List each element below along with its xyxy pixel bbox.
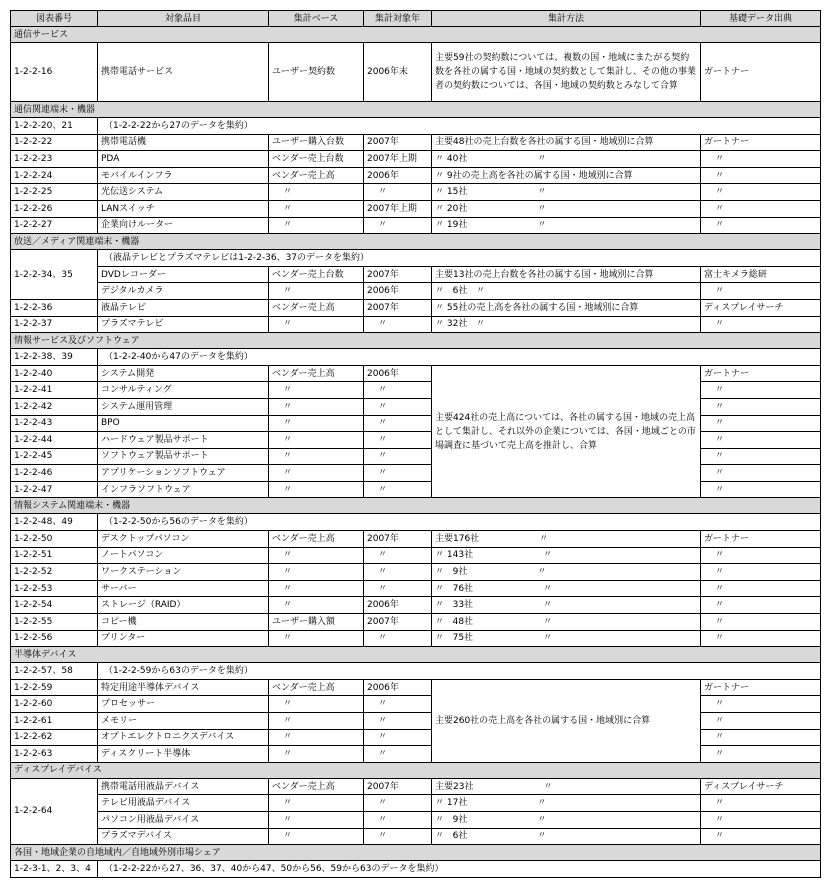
figure-number: 1-2-3-1、2、3、4 <box>11 861 98 878</box>
year-cell: 〃 <box>364 432 432 449</box>
figure-number: 1-2-2-16 <box>11 43 98 102</box>
item-cell: パソコン用液晶デバイス <box>98 811 269 828</box>
table-row <box>11 663 821 680</box>
year-cell: 2007年 <box>364 614 432 631</box>
table-row <box>11 151 821 168</box>
item-cell: 携帯電話機 <box>98 134 269 151</box>
figure-number: 1-2-2-22 <box>11 134 98 151</box>
year-cell: 2007年 <box>364 266 432 283</box>
year-cell: 2006年 <box>364 167 432 184</box>
year-cell: 2007年 <box>364 778 432 795</box>
item-cell: 企業向けルーター <box>98 217 269 234</box>
table-row <box>11 597 821 614</box>
source-cell: ディスプレイサーチ <box>701 778 821 795</box>
source-cell: ガートナー <box>701 134 821 151</box>
table-row <box>11 795 821 812</box>
source-cell: 〃 <box>701 151 821 168</box>
table-row <box>11 514 821 531</box>
survey-method-table <box>10 10 821 878</box>
item-cell: ハードウェア製品サポート <box>98 432 269 449</box>
table-row <box>11 167 821 184</box>
item-cell: システム開発 <box>98 365 269 382</box>
method-cell: 〃 17社 〃 <box>432 795 701 812</box>
base-cell: 〃 <box>269 398 364 415</box>
figure-number: 1-2-2-41 <box>11 382 98 399</box>
item-cell: プラズマデバイス <box>98 828 269 845</box>
item-cell: PDA <box>98 151 269 168</box>
year-cell: 〃 <box>364 547 432 564</box>
section-row <box>11 102 821 118</box>
base-cell: ベンダー売上台数 <box>269 266 364 283</box>
table-row <box>11 365 821 382</box>
table-row <box>11 299 821 316</box>
figure-number: 1-2-2-54 <box>11 597 98 614</box>
item-cell: デジタルカメラ <box>98 283 269 300</box>
source-cell: 〃 <box>701 283 821 300</box>
source-cell: 〃 <box>701 630 821 647</box>
year-cell: 〃 <box>364 564 432 581</box>
figure-number: 1-2-2-61 <box>11 713 98 730</box>
col-header-year: 集計対象年 <box>364 11 432 27</box>
method-cell: 〃 55社の売上高を各社の属する国・地域別に合算 <box>432 299 701 316</box>
item-cell: プリンター <box>98 630 269 647</box>
base-cell: 〃 <box>269 580 364 597</box>
figure-number: 1-2-2-46 <box>11 465 98 482</box>
figure-number: 1-2-2-48、49 <box>11 514 98 531</box>
source-cell: 〃 <box>701 713 821 730</box>
table-row <box>11 200 821 217</box>
section-title: 情報システム関連端末・機器 <box>11 498 821 514</box>
figure-number: 1-2-2-45 <box>11 448 98 465</box>
year-cell: 〃 <box>364 415 432 432</box>
method-cell: 〃 6社 〃 <box>432 283 701 300</box>
source-cell: 〃 <box>701 580 821 597</box>
figure-number: 1-2-2-47 <box>11 481 98 498</box>
base-cell: 〃 <box>269 729 364 746</box>
base-cell: ユーザー購入台数 <box>269 134 364 151</box>
item-cell: DVDレコーダー <box>98 266 269 283</box>
section-row <box>11 333 821 349</box>
source-cell: 〃 <box>701 432 821 449</box>
table-row <box>11 316 821 333</box>
method-cell: 〃 75社 〃 <box>432 630 701 647</box>
year-cell: 2006年 <box>364 679 432 696</box>
base-cell: 〃 <box>269 795 364 812</box>
source-cell: ガートナー <box>701 43 821 102</box>
item-cell: モバイルインフラ <box>98 167 269 184</box>
figure-number: 1-2-2-25 <box>11 184 98 201</box>
base-cell: 〃 <box>269 811 364 828</box>
base-cell: 〃 <box>269 828 364 845</box>
item-cell: ノートパソコン <box>98 547 269 564</box>
figure-number: 1-2-2-37 <box>11 316 98 333</box>
section-row <box>11 27 821 43</box>
method-cell: 〃 6社 〃 <box>432 828 701 845</box>
table-row <box>11 547 821 564</box>
item-cell: ディスクリート半導体 <box>98 746 269 763</box>
section-title: 情報サービス及びソフトウェア <box>11 333 821 349</box>
figure-number: 1-2-2-26 <box>11 200 98 217</box>
item-cell: コピー機 <box>98 614 269 631</box>
source-cell: 〃 <box>701 465 821 482</box>
item-cell: BPO <box>98 415 269 432</box>
section-row <box>11 647 821 663</box>
figure-number: 1-2-2-42 <box>11 398 98 415</box>
table-row <box>11 43 821 102</box>
figure-number: 1-2-2-52 <box>11 564 98 581</box>
base-cell: 〃 <box>269 597 364 614</box>
method-cell: 〃 76社 〃 <box>432 580 701 597</box>
source-cell: 〃 <box>701 828 821 845</box>
table-row <box>11 861 821 878</box>
base-cell: 〃 <box>269 547 364 564</box>
base-cell: 〃 <box>269 481 364 498</box>
base-cell: 〃 <box>269 283 364 300</box>
method-cell: 〃 33社 〃 <box>432 597 701 614</box>
item-cell: 携帯電話サービス <box>98 43 269 102</box>
figure-number: 1-2-2-59 <box>11 679 98 696</box>
source-cell: 〃 <box>701 614 821 631</box>
source-cell: 〃 <box>701 729 821 746</box>
year-cell: 〃 <box>364 316 432 333</box>
item-cell: ワークステーション <box>98 564 269 581</box>
figure-number: 1-2-2-57、58 <box>11 663 98 680</box>
table-row <box>11 134 821 151</box>
table-row <box>11 811 821 828</box>
table-row <box>11 283 821 300</box>
item-cell: デスクトップパソコン <box>98 531 269 548</box>
table-row <box>11 778 821 795</box>
section-title: 半導体デバイス <box>11 647 821 663</box>
year-cell: 〃 <box>364 184 432 201</box>
figure-number: 1-2-2-44 <box>11 432 98 449</box>
item-cell: 液晶テレビ <box>98 299 269 316</box>
figure-number: 1-2-2-50 <box>11 531 98 548</box>
source-cell: 〃 <box>701 597 821 614</box>
source-cell: 〃 <box>701 217 821 234</box>
base-cell: 〃 <box>269 432 364 449</box>
source-cell: 〃 <box>701 184 821 201</box>
method-cell: 主要59社の契約数については、複数の国・地域にまたがる契約数を各社の属する国・地域の契約数として集計し、その他の事業者の契約数については、各国・地域の契約数とみなして合算 <box>432 43 701 102</box>
base-cell: 〃 <box>269 465 364 482</box>
figure-number: 1-2-2-40 <box>11 365 98 382</box>
source-cell: 〃 <box>701 382 821 399</box>
year-cell: 2007年上期 <box>364 200 432 217</box>
base-cell: 〃 <box>269 184 364 201</box>
base-cell: 〃 <box>269 564 364 581</box>
aggregate-note: （1-2-2-40から47のデータを集約） <box>98 349 821 366</box>
year-cell: 2007年上期 <box>364 151 432 168</box>
method-cell: 〃 9社 〃 <box>432 811 701 828</box>
year-cell: 〃 <box>364 729 432 746</box>
source-cell: 〃 <box>701 564 821 581</box>
table-row <box>11 679 821 696</box>
year-cell: 〃 <box>364 811 432 828</box>
source-cell: 〃 <box>701 316 821 333</box>
figure-number: 1-2-2-64 <box>11 778 98 844</box>
section-title: 通信サービス <box>11 27 821 43</box>
source-cell: 〃 <box>701 415 821 432</box>
year-cell: 2007年 <box>364 299 432 316</box>
source-cell: 〃 <box>701 200 821 217</box>
item-cell: プラズマテレビ <box>98 316 269 333</box>
item-cell: ソフトウェア製品サポート <box>98 448 269 465</box>
figure-number: 1-2-2-53 <box>11 580 98 597</box>
section-row <box>11 845 821 861</box>
figure-number: 1-2-2-38、39 <box>11 349 98 366</box>
method-cell: 主要176社 〃 <box>432 531 701 548</box>
year-cell: 2007年 <box>364 134 432 151</box>
section-title: 各国・地域企業の自地域内／自地域外別市場シェア <box>11 845 821 861</box>
table-row <box>11 580 821 597</box>
section-title: ディスプレイデバイス <box>11 762 821 778</box>
method-cell: 主要424社の売上高については、各社の属する国・地域の売上高として集計し、それ以外の企業については、各国・地域ごとの市場調査に基づいて売上高を推計し、合算 <box>432 365 701 498</box>
source-cell: ガートナー <box>701 365 821 382</box>
table-row <box>11 349 821 366</box>
item-cell: システム運用管理 <box>98 398 269 415</box>
item-cell: テレビ用液晶デバイス <box>98 795 269 812</box>
aggregate-note: （1-2-2-22から27、36、37、40から47、50から56、59から63のデータを集約） <box>98 861 821 878</box>
source-cell: ディスプレイサーチ <box>701 299 821 316</box>
item-cell: アプリケーションソフトウェア <box>98 465 269 482</box>
item-cell: メモリー <box>98 713 269 730</box>
source-cell: 富士キメラ総研 <box>701 266 821 283</box>
base-cell: ユーザー契約数 <box>269 43 364 102</box>
figure-number: 1-2-2-20、21 <box>11 118 98 135</box>
base-cell: 〃 <box>269 200 364 217</box>
method-cell: 主要260社の売上高を各社の属する国・地域別に合算 <box>432 679 701 762</box>
base-cell: 〃 <box>269 382 364 399</box>
year-cell: 〃 <box>364 696 432 713</box>
base-cell: 〃 <box>269 746 364 763</box>
year-cell: 〃 <box>364 382 432 399</box>
table-row <box>11 630 821 647</box>
aggregate-note: （液晶テレビとプラズマテレビは1-2-2-36、37のデータを集約） <box>98 250 821 267</box>
section-title: 通信関連端末・機器 <box>11 102 821 118</box>
year-cell: 2006年 <box>364 597 432 614</box>
year-cell: 〃 <box>364 713 432 730</box>
aggregate-note: （1-2-2-50から56のデータを集約） <box>98 514 821 531</box>
year-cell: 2007年 <box>364 531 432 548</box>
col-header-base: 集計ベース <box>269 11 364 27</box>
base-cell: ベンダー売上高 <box>269 167 364 184</box>
section-row <box>11 234 821 250</box>
year-cell: 2006年末 <box>364 43 432 102</box>
source-cell: 〃 <box>701 167 821 184</box>
col-header-figure-number: 図表番号 <box>11 11 98 27</box>
col-header-item: 対象品目 <box>98 11 269 27</box>
method-cell: 〃 40社 〃 <box>432 151 701 168</box>
method-cell: 〃 19社 〃 <box>432 217 701 234</box>
aggregate-note: （1-2-2-59から63のデータを集約） <box>98 663 821 680</box>
method-cell: 〃 143社 〃 <box>432 547 701 564</box>
figure-number: 1-2-2-56 <box>11 630 98 647</box>
base-cell: ベンダー売上高 <box>269 365 364 382</box>
source-cell: 〃 <box>701 481 821 498</box>
table-row <box>11 184 821 201</box>
method-cell: 主要48社の売上台数を各社の属する国・地域別に合算 <box>432 134 701 151</box>
source-cell: ガートナー <box>701 531 821 548</box>
base-cell: 〃 <box>269 696 364 713</box>
year-cell: 〃 <box>364 580 432 597</box>
item-cell: コンサルティング <box>98 382 269 399</box>
year-cell: 〃 <box>364 465 432 482</box>
aggregate-note: （1-2-2-22から27のデータを集約） <box>98 118 821 135</box>
method-cell: 〃 15社 〃 <box>432 184 701 201</box>
col-header-source: 基礎データ出典 <box>701 11 821 27</box>
figure-number: 1-2-2-36 <box>11 299 98 316</box>
figure-number: 1-2-2-63 <box>11 746 98 763</box>
year-cell: 2006年 <box>364 283 432 300</box>
figure-number: 1-2-2-55 <box>11 614 98 631</box>
base-cell: 〃 <box>269 217 364 234</box>
source-cell: 〃 <box>701 795 821 812</box>
base-cell: ベンダー売上高 <box>269 299 364 316</box>
item-cell: 携帯電話用液晶デバイス <box>98 778 269 795</box>
base-cell: 〃 <box>269 713 364 730</box>
item-cell: サーバー <box>98 580 269 597</box>
table-row <box>11 266 821 283</box>
figure-number: 1-2-2-24 <box>11 167 98 184</box>
table-row <box>11 828 821 845</box>
source-cell: 〃 <box>701 547 821 564</box>
base-cell: 〃 <box>269 415 364 432</box>
year-cell: 〃 <box>364 746 432 763</box>
year-cell: 2006年 <box>364 365 432 382</box>
section-row <box>11 762 821 778</box>
method-cell: 〃 48社 〃 <box>432 614 701 631</box>
year-cell: 〃 <box>364 481 432 498</box>
table-row <box>11 531 821 548</box>
figure-number: 1-2-2-62 <box>11 729 98 746</box>
source-cell: 〃 <box>701 448 821 465</box>
base-cell: 〃 <box>269 630 364 647</box>
method-cell: 〃 9社 〃 <box>432 564 701 581</box>
table-row <box>11 250 821 267</box>
year-cell: 〃 <box>364 795 432 812</box>
item-cell: インフラソフトウェア <box>98 481 269 498</box>
item-cell: LANスイッチ <box>98 200 269 217</box>
item-cell: 光伝送システム <box>98 184 269 201</box>
method-cell: 主要23社 〃 <box>432 778 701 795</box>
table-row <box>11 564 821 581</box>
method-cell: 〃 9社の売上高を各社の属する国・地域別に合算 <box>432 167 701 184</box>
source-cell: 〃 <box>701 398 821 415</box>
section-title: 放送／メディア関連端末・機器 <box>11 234 821 250</box>
col-header-method: 集計方法 <box>432 11 701 27</box>
figure-number: 1-2-2-23 <box>11 151 98 168</box>
table-row <box>11 217 821 234</box>
item-cell: オプトエレクトロニクスデバイス <box>98 729 269 746</box>
source-cell: 〃 <box>701 746 821 763</box>
year-cell: 〃 <box>364 448 432 465</box>
figure-number: 1-2-2-27 <box>11 217 98 234</box>
method-cell: 主要13社の売上台数を各社の属する国・地域別に合算 <box>432 266 701 283</box>
section-row <box>11 498 821 514</box>
item-cell: ストレージ（RAID） <box>98 597 269 614</box>
method-cell: 〃 20社 〃 <box>432 200 701 217</box>
base-cell: 〃 <box>269 316 364 333</box>
header-row <box>11 11 821 27</box>
year-cell: 〃 <box>364 217 432 234</box>
figure-number: 1-2-2-60 <box>11 696 98 713</box>
table-row <box>11 614 821 631</box>
table-row <box>11 118 821 135</box>
base-cell: ベンダー売上台数 <box>269 151 364 168</box>
item-cell: 特定用途半導体デバイス <box>98 679 269 696</box>
figure-number: 1-2-2-51 <box>11 547 98 564</box>
source-cell: ガートナー <box>701 679 821 696</box>
base-cell: ベンダー売上高 <box>269 778 364 795</box>
base-cell: ユーザー購入額 <box>269 614 364 631</box>
year-cell: 〃 <box>364 398 432 415</box>
method-cell: 〃 32社 〃 <box>432 316 701 333</box>
figure-number: 1-2-2-43 <box>11 415 98 432</box>
figure-number: 1-2-2-34、35 <box>11 250 98 300</box>
item-cell: プロセッサー <box>98 696 269 713</box>
year-cell: 〃 <box>364 630 432 647</box>
base-cell: ベンダー売上高 <box>269 531 364 548</box>
year-cell: 〃 <box>364 828 432 845</box>
base-cell: ベンダー売上高 <box>269 679 364 696</box>
source-cell: 〃 <box>701 696 821 713</box>
source-cell: 〃 <box>701 811 821 828</box>
base-cell: 〃 <box>269 448 364 465</box>
